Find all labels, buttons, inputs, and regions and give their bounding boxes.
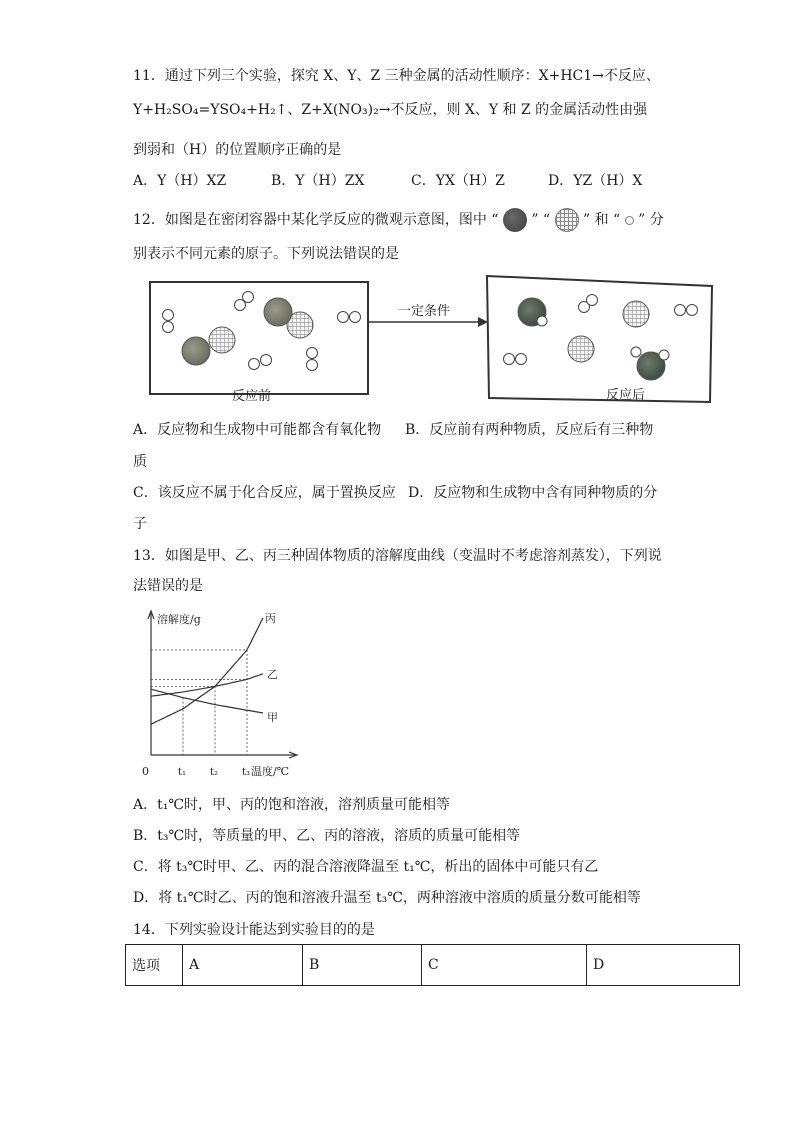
reaction-condition: 一定条件 — [398, 304, 451, 319]
series-line-1 — [151, 674, 263, 696]
q12-stem-part-b: ” “ — [531, 212, 551, 228]
series-label-yi: 乙 — [267, 667, 278, 681]
q12-stem-part-d: ” 分 — [638, 212, 664, 228]
q11-stem-line2: Y+H₂SO₄=YSO₄+H₂↑、Z+X(NO₃)₂→不反应，则 X、Y 和 Z 的金属活动性由强 — [133, 102, 648, 118]
table-row — [126, 945, 740, 986]
x-tick-label: t₁ — [178, 767, 187, 778]
series-line-0 — [151, 689, 263, 713]
label-before: 反应前 — [232, 389, 272, 404]
table-header-cell: 选项 — [126, 945, 183, 986]
q11-option-c: C．YX（H）Z — [411, 173, 505, 189]
q13-stem-line1: 13．如图是甲、乙、丙三种固体物质的溶解度曲线（变温时不考虑溶剂蒸发），下列说 — [133, 548, 662, 564]
q14-stem: 14．下列实验设计能达到实验目的的是 — [133, 922, 375, 938]
before-box — [150, 282, 368, 394]
q11-option-a: A．Y（H）XZ — [133, 173, 227, 189]
reaction-diagram — [140, 270, 725, 410]
q11-option-b: B．Y（H）ZX — [271, 173, 365, 189]
dark-atom-icon — [503, 208, 527, 232]
table-header-cell: B — [303, 945, 422, 986]
x-axis-label: 温度/℃ — [251, 765, 290, 778]
y-axis-label: 溶解度/g — [157, 613, 201, 626]
series-label-bing: 丙 — [265, 611, 276, 625]
q13-option-d: D．将 t₁℃时乙、丙的饱和溶液升温至 t₃℃，两种溶液中溶质的质量分数可能相等 — [133, 890, 641, 906]
q14-options-table — [125, 944, 740, 986]
table-header-cell: A — [183, 945, 303, 986]
x-tick-label: t₃ — [242, 767, 251, 778]
table-header-cell: C — [422, 945, 587, 986]
series-label-jia: 甲 — [267, 711, 278, 724]
small-atom-icon — [625, 216, 634, 225]
q12-option-d: D．反应物和生成物中含有同种物质的分 — [408, 485, 658, 501]
grid-atom-icon — [555, 208, 579, 232]
q12-option-a: A．反应物和生成物中可能都含有氧化物 — [133, 422, 382, 438]
q11-option-d: D．YZ（H）X — [548, 173, 643, 189]
q11-stem-line3: 到弱和（H）的位置顺序正确的是 — [133, 142, 342, 158]
q12-option-c: C．该反应不属于化合反应，属于置换反应 — [133, 485, 396, 501]
q11-stem-line1: 11．通过下列三个实验，探究 X、Y、Z 三种金属的活动性顺序：X+HC1→不反应、 — [133, 68, 660, 84]
q12-stem-line2: 别表示不同元素的原子。下列说法错误的是 — [133, 246, 399, 262]
q12-stem-part-a: 12．如图是在密闭容器中某化学反应的微观示意图，图中 “ — [133, 212, 499, 228]
q12-option-b-wrap: 质 — [133, 454, 147, 470]
q12-stem-line1 — [133, 208, 664, 232]
origin-label: 0 — [142, 765, 149, 778]
table-header-cell: D — [587, 945, 740, 986]
q12-option-d-wrap: 子 — [133, 516, 147, 532]
q13-option-c: C．将 t₃℃时甲、乙、丙的混合溶液降温至 t₁℃，析出的固体中可能只有乙 — [133, 859, 599, 875]
after-box — [487, 276, 712, 402]
series-line-2 — [151, 618, 263, 724]
q13-option-a: A．t₁℃时，甲、丙的饱和溶液，溶剂质量可能相等 — [133, 797, 451, 813]
label-after: 反应后 — [606, 388, 646, 403]
q12-stem-part-c: ” 和 “ — [583, 212, 621, 228]
x-tick-label: t₂ — [210, 767, 219, 778]
q12-option-b: B．反应前有两种物质，反应后有三种物 — [405, 422, 654, 438]
q13-option-b: B．t₃℃时，等质量的甲、乙、丙的溶液，溶质的质量可能相等 — [133, 828, 521, 844]
solubility-chart — [135, 605, 305, 785]
q13-stem-line2: 法错误的是 — [133, 578, 203, 594]
